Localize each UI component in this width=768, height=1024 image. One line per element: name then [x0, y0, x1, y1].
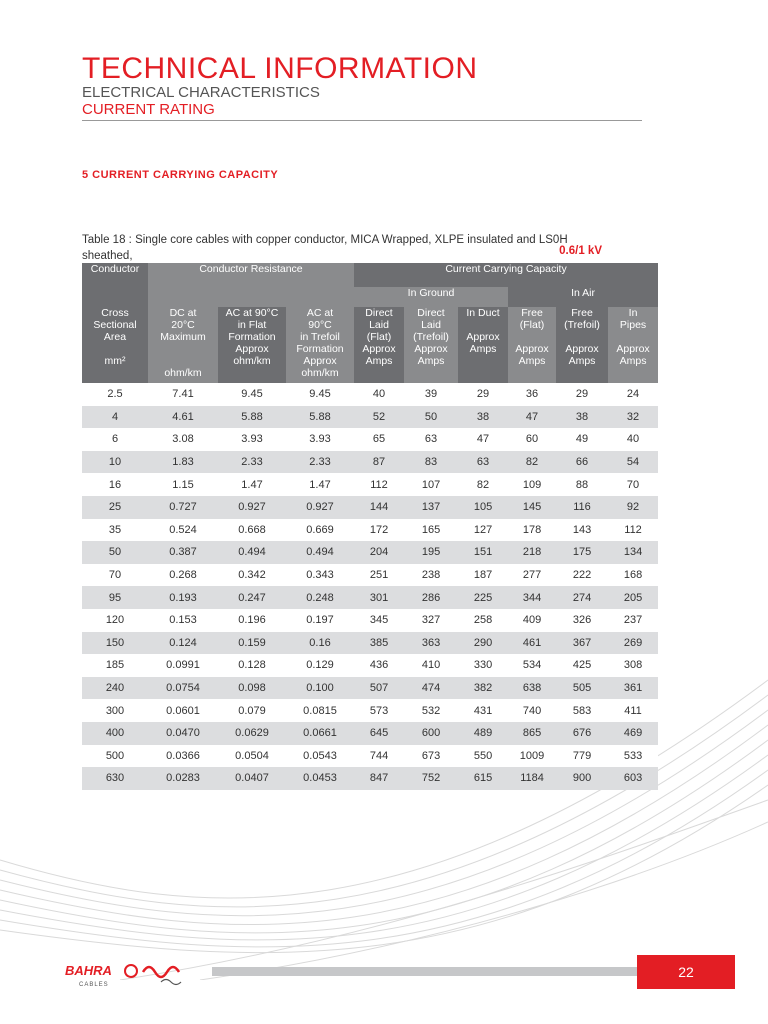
table-cell: 3.08 — [148, 428, 218, 451]
table-row — [82, 519, 658, 542]
table-cell: 0.927 — [218, 496, 286, 519]
table-cell: 47 — [508, 406, 556, 429]
table-cell: 29 — [556, 383, 608, 406]
table-row — [82, 564, 658, 587]
table-cell: 461 — [508, 632, 556, 655]
table-cell: 218 — [508, 541, 556, 564]
table-cell: 385 — [354, 632, 404, 655]
table-cell: 92 — [608, 496, 658, 519]
table-row — [82, 473, 658, 496]
table-cell: 286 — [404, 586, 458, 609]
table-cell: 0.0754 — [148, 677, 218, 700]
table-cell: 63 — [458, 451, 508, 474]
table-row — [82, 767, 658, 790]
table-cell: 603 — [608, 767, 658, 790]
table-cell: 327 — [404, 609, 458, 632]
bahra-cables-logo — [65, 956, 215, 992]
col-direct-laid-flat: Direct Laid (Flat) Approx Amps — [354, 307, 404, 383]
table-cell: 178 — [508, 519, 556, 542]
table-cell: 344 — [508, 586, 556, 609]
table-cell: 367 — [556, 632, 608, 655]
table-cell: 204 — [354, 541, 404, 564]
col-in-pipes: In Pipes Approx Amps — [608, 307, 658, 383]
table-cell: 274 — [556, 586, 608, 609]
header-current-carrying-capacity: Current Carrying Capacity — [354, 263, 658, 287]
table-cell: 7.41 — [148, 383, 218, 406]
table-cell: 345 — [354, 609, 404, 632]
table-cell: 143 — [556, 519, 608, 542]
table-cell: 109 — [508, 473, 556, 496]
table-cell: 0.197 — [286, 609, 354, 632]
table-row — [82, 428, 658, 451]
table-cell: 0.247 — [218, 586, 286, 609]
table-cell: 65 — [354, 428, 404, 451]
table-cell: 1.47 — [286, 473, 354, 496]
table-row — [82, 586, 658, 609]
table-cell: 175 — [556, 541, 608, 564]
table-row — [82, 632, 658, 655]
table-cell: 534 — [508, 654, 556, 677]
table-row — [82, 383, 658, 406]
header-in-ground: In Ground — [354, 287, 508, 307]
table-cell: 865 — [508, 722, 556, 745]
table-cell: 779 — [556, 745, 608, 768]
header-conductor-resistance: Conductor Resistance — [148, 263, 354, 287]
table-row — [82, 677, 658, 700]
table-cell: 489 — [458, 722, 508, 745]
table-cell: 645 — [354, 722, 404, 745]
table-cell: 5.88 — [286, 406, 354, 429]
table-cell: 361 — [608, 677, 658, 700]
table-row — [82, 745, 658, 768]
logo-wordmark: BAHRA — [65, 963, 112, 978]
current-rating-table — [82, 263, 658, 790]
table-cell: 82 — [458, 473, 508, 496]
table-cell: 29 — [458, 383, 508, 406]
table-cell: 436 — [354, 654, 404, 677]
table-cell: 900 — [556, 767, 608, 790]
table-body — [82, 383, 658, 790]
table-cell: 9.45 — [218, 383, 286, 406]
table-cell: 269 — [608, 632, 658, 655]
table-cell: 1184 — [508, 767, 556, 790]
table-cell: 0.0283 — [148, 767, 218, 790]
table-cell: 63 — [404, 428, 458, 451]
table-cell: 36 — [508, 383, 556, 406]
table-cell: 630 — [82, 767, 148, 790]
table-cell: 83 — [404, 451, 458, 474]
table-row — [82, 609, 658, 632]
table-cell: 107 — [404, 473, 458, 496]
table-cell: 330 — [458, 654, 508, 677]
table-cell: 505 — [556, 677, 608, 700]
table-cell: 144 — [354, 496, 404, 519]
table-cell: 237 — [608, 609, 658, 632]
table-cell: 88 — [556, 473, 608, 496]
table-cell: 0.0991 — [148, 654, 218, 677]
table-cell: 0.343 — [286, 564, 354, 587]
table-cell: 9.45 — [286, 383, 354, 406]
table-cell: 363 — [404, 632, 458, 655]
table-cell: 638 — [508, 677, 556, 700]
table-cell: 47 — [458, 428, 508, 451]
table-cell: 507 — [354, 677, 404, 700]
table-row — [82, 722, 658, 745]
table-cell: 583 — [556, 699, 608, 722]
page-number: 22 — [637, 955, 735, 989]
table-cell: 24 — [608, 383, 658, 406]
table-cell: 35 — [82, 519, 148, 542]
section-heading: 5 CURRENT CARRYING CAPACITY — [82, 169, 279, 181]
table-cell: 105 — [458, 496, 508, 519]
table-cell: 0.248 — [286, 586, 354, 609]
page-subtitle-secondary: CURRENT RATING — [82, 101, 215, 118]
table-cell: 49 — [556, 428, 608, 451]
table-cell: 411 — [608, 699, 658, 722]
table-cell: 172 — [354, 519, 404, 542]
table-row — [82, 496, 658, 519]
table-cell: 425 — [556, 654, 608, 677]
table-cell: 225 — [458, 586, 508, 609]
table-cell: 847 — [354, 767, 404, 790]
table-cell: 38 — [458, 406, 508, 429]
table-cell: 134 — [608, 541, 658, 564]
table-cell: 409 — [508, 609, 556, 632]
table-cell: 0.494 — [286, 541, 354, 564]
table-cell: 82 — [508, 451, 556, 474]
table-cell: 151 — [458, 541, 508, 564]
table-cell: 550 — [458, 745, 508, 768]
table-cell: 0.193 — [148, 586, 218, 609]
page-subtitle: ELECTRICAL CHARACTERISTICS — [82, 84, 320, 101]
table-cell: 116 — [556, 496, 608, 519]
table-cell: 187 — [458, 564, 508, 587]
table-cell: 6 — [82, 428, 148, 451]
table-cell: 400 — [82, 722, 148, 745]
table-cell: 127 — [458, 519, 508, 542]
table-cell: 533 — [608, 745, 658, 768]
table-cell: 0.727 — [148, 496, 218, 519]
table-cell: 0.098 — [218, 677, 286, 700]
table-cell: 1.47 — [218, 473, 286, 496]
col-free-trefoil: Free (Trefoil) Approx Amps — [556, 307, 608, 383]
table-cell: 673 — [404, 745, 458, 768]
table-cell: 744 — [354, 745, 404, 768]
table-row — [82, 451, 658, 474]
table-cell: 0.387 — [148, 541, 218, 564]
table-cell: 573 — [354, 699, 404, 722]
table-cell: 0.524 — [148, 519, 218, 542]
table-cell: 0.342 — [218, 564, 286, 587]
table-cell: 205 — [608, 586, 658, 609]
table-cell: 87 — [354, 451, 404, 474]
table-cell: 0.669 — [286, 519, 354, 542]
logo-subtext: CABLES — [79, 982, 109, 988]
table-cell: 40 — [608, 428, 658, 451]
table-cell: 382 — [458, 677, 508, 700]
table-cell: 1.83 — [148, 451, 218, 474]
table-cell: 532 — [404, 699, 458, 722]
table-cell: 70 — [82, 564, 148, 587]
table-cell: 39 — [404, 383, 458, 406]
table-cell: 0.153 — [148, 609, 218, 632]
table-cell: 10 — [82, 451, 148, 474]
table-cell: 1.15 — [148, 473, 218, 496]
table-cell: 0.100 — [286, 677, 354, 700]
table-cell: 32 — [608, 406, 658, 429]
table-cell: 0.079 — [218, 699, 286, 722]
table-cell: 0.494 — [218, 541, 286, 564]
table-cell: 277 — [508, 564, 556, 587]
table-cell: 326 — [556, 609, 608, 632]
table-cell: 290 — [458, 632, 508, 655]
table-cell: 137 — [404, 496, 458, 519]
table-cell: 3.93 — [218, 428, 286, 451]
table-cell: 25 — [82, 496, 148, 519]
table-cell: 0.16 — [286, 632, 354, 655]
table-cell: 0.159 — [218, 632, 286, 655]
table-cell: 112 — [354, 473, 404, 496]
table-cell: 0.0470 — [148, 722, 218, 745]
col-cross-sectional-area: Cross Sectional Area mm² — [82, 307, 148, 383]
table-cell: 165 — [404, 519, 458, 542]
table-cell: 0.0815 — [286, 699, 354, 722]
table-cell: 238 — [404, 564, 458, 587]
table-cell: 0.0366 — [148, 745, 218, 768]
table-cell: 0.0543 — [286, 745, 354, 768]
table-cell: 16 — [82, 473, 148, 496]
col-direct-laid-trefoil: Direct Laid (Trefoil) Approx Amps — [404, 307, 458, 383]
table-cell: 145 — [508, 496, 556, 519]
voltage-rating: 0.6/1 kV — [559, 245, 602, 257]
table-cell: 0.0629 — [218, 722, 286, 745]
table-cell: 500 — [82, 745, 148, 768]
table-cell: 4.61 — [148, 406, 218, 429]
table-cell: 474 — [404, 677, 458, 700]
table-cell: 740 — [508, 699, 556, 722]
table-cell: 3.93 — [286, 428, 354, 451]
table-cell: 0.0601 — [148, 699, 218, 722]
table-cell: 168 — [608, 564, 658, 587]
table-cell: 251 — [354, 564, 404, 587]
table-cell: 0.0504 — [218, 745, 286, 768]
page-title: TECHNICAL INFORMATION — [82, 52, 478, 85]
table-cell: 0.124 — [148, 632, 218, 655]
table-cell: 0.128 — [218, 654, 286, 677]
col-in-duct: In Duct Approx Amps — [458, 307, 508, 383]
col-dc-20c: DC at 20°C Maximum ohm/km — [148, 307, 218, 383]
table-cell: 0.668 — [218, 519, 286, 542]
table-cell: 1009 — [508, 745, 556, 768]
table-cell: 0.927 — [286, 496, 354, 519]
table-cell: 195 — [404, 541, 458, 564]
col-ac-trefoil: AC at 90°C in Trefoil Formation Approx ohm/km — [286, 307, 354, 383]
table-cell: 469 — [608, 722, 658, 745]
header-divider — [82, 120, 642, 121]
table-cell: 308 — [608, 654, 658, 677]
table-caption: Table 18 : Single core cables with copper conductor, MICA Wrapped, XLPE insulated and LS0H sheathed, — [82, 234, 568, 262]
table-cell: 676 — [556, 722, 608, 745]
table-cell: 0.0407 — [218, 767, 286, 790]
table-cell: 2.33 — [218, 451, 286, 474]
table-cell: 50 — [82, 541, 148, 564]
table-cell: 150 — [82, 632, 148, 655]
table-cell: 222 — [556, 564, 608, 587]
table-cell: 431 — [458, 699, 508, 722]
table-cell: 54 — [608, 451, 658, 474]
table-cell: 66 — [556, 451, 608, 474]
table-cell: 185 — [82, 654, 148, 677]
table-cell: 2.33 — [286, 451, 354, 474]
table-cell: 50 — [404, 406, 458, 429]
col-free-flat: Free (Flat) Approx Amps — [508, 307, 556, 383]
table-cell: 615 — [458, 767, 508, 790]
table-cell: 60 — [508, 428, 556, 451]
table-cell: 0.0661 — [286, 722, 354, 745]
table-cell: 0.268 — [148, 564, 218, 587]
table-cell: 5.88 — [218, 406, 286, 429]
table-cell: 2.5 — [82, 383, 148, 406]
table-cell: 40 — [354, 383, 404, 406]
table-cell: 240 — [82, 677, 148, 700]
table-row — [82, 541, 658, 564]
table-cell: 600 — [404, 722, 458, 745]
table-cell: 70 — [608, 473, 658, 496]
table-cell: 52 — [354, 406, 404, 429]
table-cell: 0.0453 — [286, 767, 354, 790]
table-cell: 410 — [404, 654, 458, 677]
table-cell: 120 — [82, 609, 148, 632]
col-ac-flat: AC at 90°C in Flat Formation Approx ohm/km — [218, 307, 286, 383]
table-cell: 95 — [82, 586, 148, 609]
table-cell: 38 — [556, 406, 608, 429]
table-cell: 300 — [82, 699, 148, 722]
table-cell: 0.196 — [218, 609, 286, 632]
table-row — [82, 699, 658, 722]
table-row — [82, 654, 658, 677]
footer-bar — [212, 967, 637, 976]
table-cell: 0.129 — [286, 654, 354, 677]
header-in-air: In Air — [508, 287, 658, 307]
table-cell: 4 — [82, 406, 148, 429]
table-cell: 301 — [354, 586, 404, 609]
header-conductor: Conductor — [82, 263, 148, 287]
table-row — [82, 406, 658, 429]
table-cell: 258 — [458, 609, 508, 632]
table-cell: 112 — [608, 519, 658, 542]
table-cell: 752 — [404, 767, 458, 790]
